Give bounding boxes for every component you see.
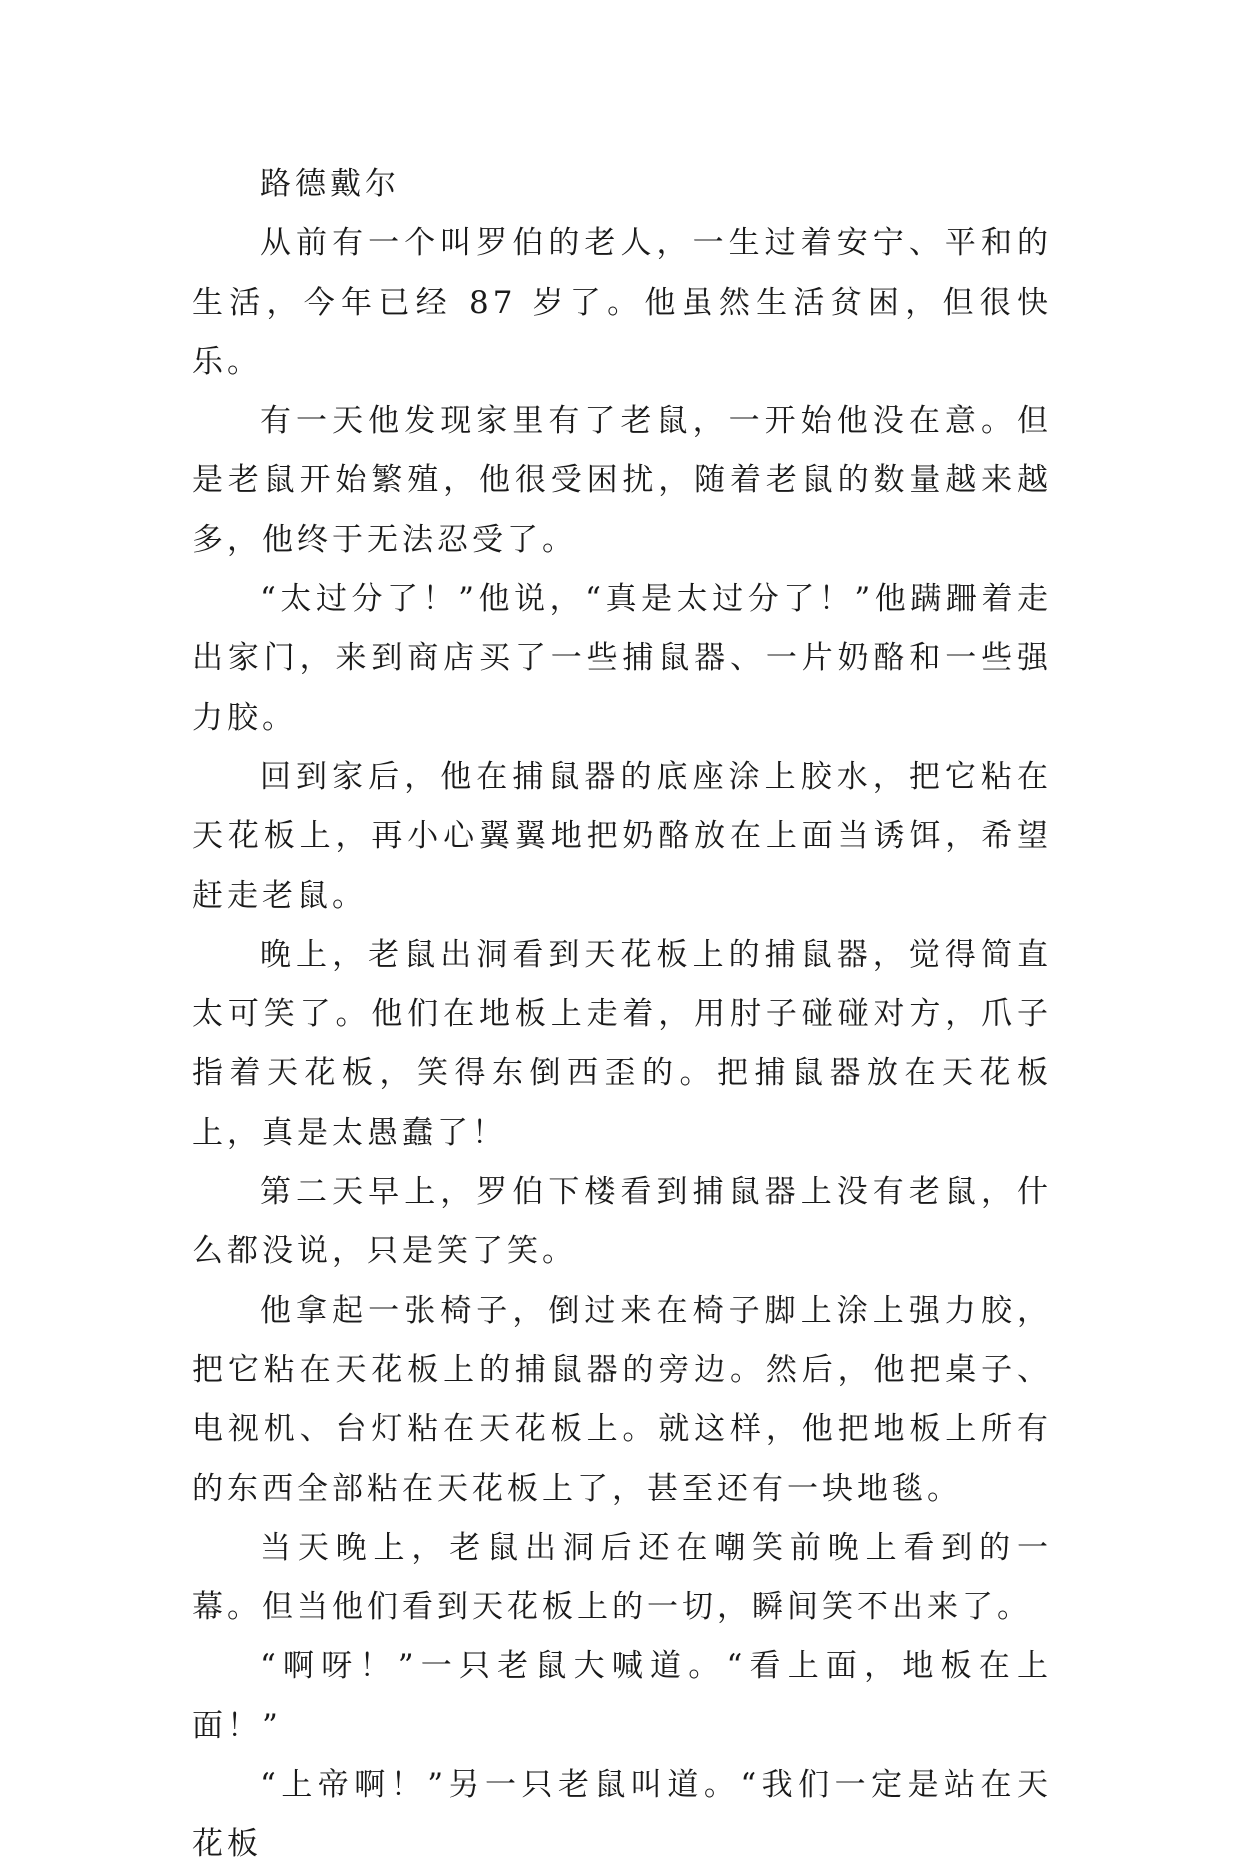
paragraph: 当天晚上，老鼠出洞后还在嘲笑前晚上看到的一幕。但当他们看到天花板上的一切，瞬间笑不出来了。: [192, 1529, 1052, 1626]
paragraph: 有一天他发现家里有了老鼠，一开始他没在意。但是老鼠开始繁殖，他很受困扰，随着老鼠的数量越来越多，他终于无法忍受了。: [192, 403, 1052, 558]
paragraph: 第二天早上，罗伯下楼看到捕鼠器上没有老鼠，什么都没说，只是笑了笑。: [192, 1174, 1052, 1270]
paragraph: 回到家后，他在捕鼠器的底座涂上胶水，把它粘在天花板上，再小心翼翼地把奶酪放在上面当诱饵，希望赶走老鼠。: [192, 758, 1052, 914]
paragraph: 从前有一个叫罗伯的老人，一生过着安宁、平和的生活，今年已经 87 岁了。他虽然生活贫困，但很快乐。: [192, 225, 1052, 380]
paragraph: “啊呀！”一只老鼠大喊道。“看上面，地板在上面！”: [192, 1648, 1052, 1744]
paragraph: “上帝啊！”另一只老鼠叫道。“我们一定是站在天花板: [192, 1767, 1052, 1863]
paragraph: 晚上，老鼠出洞看到天花板上的捕鼠器，觉得简直太可笑了。他们在地板上走着，用肘子碰碰对方，爪子指着天花板，笑得东倒西歪的。把捕鼠器放在天花板上，真是太愚蠢了！: [192, 936, 1052, 1151]
document-body: [192, 155, 1052, 1875]
paragraph: “太过分了！”他说，“真是太过分了！”他蹒跚着走出家门，来到商店买了一些捕鼠器、一片奶酪和一些强力胶。: [192, 581, 1052, 736]
author-line: 路德戴尔: [260, 166, 400, 202]
paragraph: 他拿起一张椅子，倒过来在椅子脚上涂上强力胶，把它粘在天花板上的捕鼠器的旁边。然后，他把桌子、电视机、台灯粘在天花板上。就这样，他把地板上所有的东西全部粘在天花板上了，甚至还有一块地毯。: [192, 1292, 1052, 1507]
